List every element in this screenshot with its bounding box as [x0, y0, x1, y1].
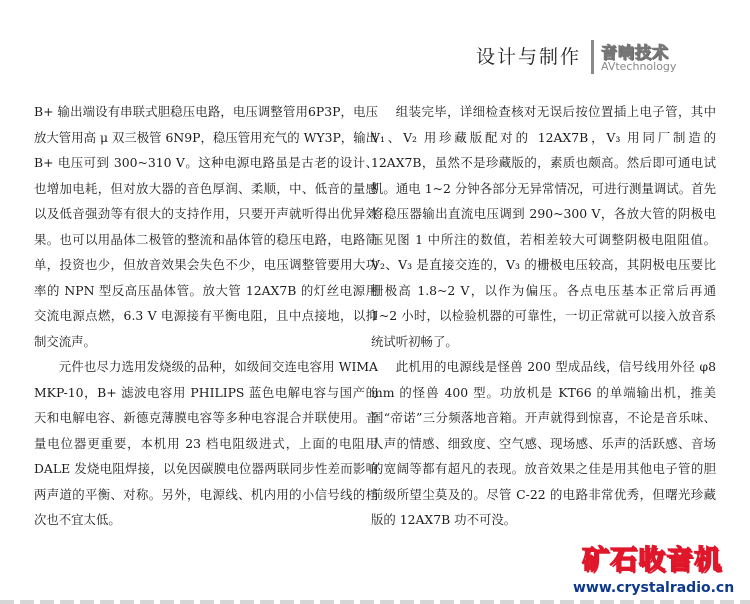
watermark-site-name: 矿石收音机: [582, 545, 722, 576]
paragraph-components: 元件也尽力选用发烧级的品种，如级间交连电容用 WIMA MKP-10，B+ 滤波电容用 PHILIPS 蓝色电解电容与国产的天和电解电容、新德克薄膜电容等多种电容混合并联使用。音量电位器更重要，本机用 23 档电阻级进式，上面的电阻用 DALE 发烧电阻焊接，以免因碳膜电位器两联同步性差而影响两声道的平衡、对称。另外，电源线、机内用的小信号线的档次也不宜太低。: [34, 359, 378, 527]
header-divider-bar: [591, 40, 594, 74]
magazine-brand-cn: 音响技术: [601, 43, 670, 62]
section-title: 设计与制作: [476, 46, 582, 68]
next-line-fragment: [0, 600, 750, 604]
left-text-column: [34, 99, 378, 533]
paragraph-assembly: 组装完毕，详细检查核对无误后按位置插上电子管，其中 V₁、V₂ 用珍藏版配对的 12AX7B，V₃ 用同厂制造的 12AX7B，虽然不是珍藏版的，素质也颇高。然后即可通电试机。通电 1~2 分钟各部分无异常情况，可进行测量调试。首先将稳压器输出直流电压调到 290~300 V，各放大管的阴极电压见图 1 中所注的数值，若相差较大可调整阴极电阻阻值。V₂、V₃ 是直接交连的，V₃ 的栅极电压较高，其阴极电压要比栅极高 1.8~2 V，以作为偏压。各点电压基本正常后再通 1~2 小时，以检验机器的可靠性，一切正常就可以接入放音系统试听初畅了。: [371, 104, 716, 349]
paragraph-listening: 此机用的电源线是怪兽 200 型成品线，信号线用外径 φ8 mm 的怪兽 400 型。功放机是 KT66 的单端输出机，推美国“帝诺”三分频落地音箱。开声就得到惊喜，不论是音乐味、人声的情感、细致度、空气感、现场感、乐声的活跃感、音场的宽阔等都有超凡的表现。放音效果之佳是用其他电子管的胆前级所望尘莫及的。尽管 C-22 的电路非常优秀，但曙光珍藏版的 12AX7B 功不可没。: [371, 359, 716, 527]
paragraph-power-supply: B+ 输出端设有串联式胆稳压电路，电压调整管用6P3P，电压放大管用高 μ 双三极管 6N9P，稳压管用充气的 WY3P，输出 B+ 电压可到 300~310 V。这种电源电路虽是古老的设计、也增加电耗，但对放大器的音色厚润、柔顺，中、低音的量感以及低音强劲等有很大的支持作用，只要开声就听得出优异效果。也可以用晶体二极管的整流和晶体管的稳压电路，电路简单，投资也少，但放音效果会失色不少，电压调整管要用大功率的 NPN 型反高压晶体管。放大管 12AX7B 的灯丝电源用交流电源点燃，6.3 V 电源接有平衡电阻，且中点接地，以抑制交流声。: [34, 104, 378, 349]
watermark-url: www.crystalradio.cn: [573, 580, 735, 596]
right-text-column: [371, 99, 716, 533]
magazine-brand-en: AVtechnology: [601, 60, 677, 73]
